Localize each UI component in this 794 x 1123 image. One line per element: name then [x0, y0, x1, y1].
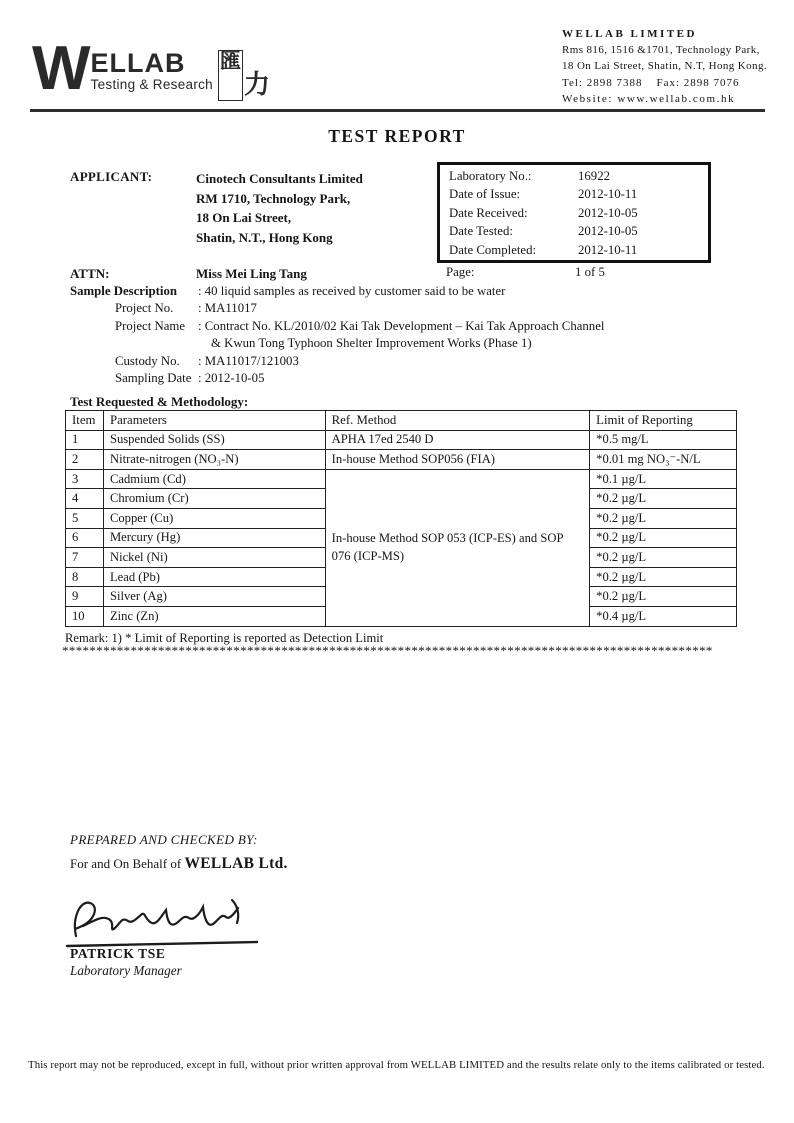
project-name-value-line2: & Kwun Tong Typhoon Shelter Improvement Works (Phase 1) [211, 336, 532, 351]
signature [64, 892, 274, 954]
applicant-label: APPLICANT: [70, 169, 153, 184]
page-label: Page: [446, 265, 475, 279]
wellab-logo [32, 34, 271, 103]
lab-no-value: 16922 [578, 169, 610, 183]
company-contact-block [562, 26, 767, 107]
sample-row-sampling-date [70, 370, 738, 387]
custody-no-value: : MA11017/121003 [198, 353, 299, 368]
sample-row-description [70, 283, 738, 300]
project-name-label: Project Name [115, 318, 186, 333]
behalf-company: WELLAB Ltd. [184, 855, 288, 872]
project-no-value: : MA11017 [198, 301, 257, 316]
item-no: 10 [66, 606, 104, 626]
applicant-line-2: RM 1710, Technology Park, [196, 190, 351, 206]
attn-row [70, 266, 307, 282]
lab-info-row [440, 241, 708, 259]
limit-cell: *0.2 µg/L [590, 508, 737, 528]
column-header-ref-method: Ref. Method [325, 411, 590, 431]
parameter-cell: Mercury (Hg) [103, 528, 325, 548]
logo-w-letter: W [32, 34, 89, 103]
custody-no-label: Custody No. [115, 353, 180, 368]
logo-tagline: Testing & Research [90, 77, 213, 92]
parameter-cell: Lead (Pb) [103, 567, 325, 587]
table-row [66, 469, 737, 489]
applicant-line-1: Cinotech Consultants Limited [196, 171, 363, 186]
company-address-line1: Rms 816, 1516 &1701, Technology Park, [562, 44, 760, 57]
signatory-title: Laboratory Manager [70, 963, 182, 978]
parameter-cell: Suspended Solids (SS) [103, 430, 325, 450]
ref-method-cell: APHA 17ed 2540 D [325, 430, 590, 450]
limit-cell: *0.5 mg/L [590, 430, 737, 450]
logo-chinese-block [218, 50, 270, 101]
report-title: TEST REPORT [328, 126, 466, 146]
item-no: 4 [66, 489, 104, 509]
date-of-issue-value: 2012-10-11 [578, 187, 638, 202]
on-behalf-line [70, 855, 288, 873]
lab-info-box [437, 162, 711, 263]
sample-row-project-name [70, 318, 738, 335]
column-header-parameters: Parameters [103, 411, 325, 431]
table-header-row [66, 411, 737, 431]
item-no: 7 [66, 548, 104, 568]
logo-name-block [91, 50, 213, 92]
limit-cell: *0.2 µg/L [590, 567, 737, 587]
company-address-line2: 18 On Lai Street, Shatin, N.T, Hong Kong. [562, 60, 768, 73]
logo-chinese-char-1: 匯 [218, 50, 243, 101]
prepared-by-heading: PREPARED AND CHECKED BY: [70, 832, 258, 847]
limit-cell: *0.2 µg/L [590, 587, 737, 607]
parameter-cell: Copper (Cu) [103, 508, 325, 528]
parameter-cell: Zinc (Zn) [103, 606, 325, 626]
company-tel: Tel: 2898 7388 [562, 76, 643, 89]
limit-cell: *0.4 µg/L [590, 606, 737, 626]
company-tel-fax [562, 75, 767, 91]
company-name: WELLAB LIMITED [562, 28, 697, 40]
date-completed-label: Date Completed: [449, 242, 537, 257]
remark-note: Remark: 1) * Limit of Reporting is reported as Detection Limit [65, 631, 384, 645]
parameter-cell: Silver (Ag) [103, 587, 325, 607]
item-no: 9 [66, 587, 104, 607]
sample-description-label: Sample Description [70, 284, 177, 298]
asterisk-separator: *********************************************************************************************** [62, 643, 713, 658]
lab-info-row [440, 204, 708, 222]
item-no: 5 [66, 508, 104, 528]
sample-row-custody-no [70, 353, 738, 370]
company-website: Website: www.wellab.com.hk [562, 92, 736, 105]
project-name-value-line1: : Contract No. KL/2010/02 Kai Tak Development – Kai Tak Approach Channel [198, 318, 605, 333]
ref-method-cell: In-house Method SOP056 (FIA) [325, 450, 590, 470]
item-no: 8 [66, 567, 104, 587]
sample-row-project-no [70, 300, 738, 317]
table-row [66, 450, 737, 470]
behalf-prefix: For and On Behalf of [70, 856, 185, 871]
item-no: 6 [66, 528, 104, 548]
lab-info-row [440, 167, 708, 185]
applicant-address [196, 169, 363, 247]
parameter-cell: Cadmium (Cd) [103, 469, 325, 489]
lab-info-row [440, 222, 708, 240]
logo-chinese-char-2: 力 [244, 69, 271, 99]
project-no-label: Project No. [115, 301, 174, 316]
column-header-item: Item [66, 411, 104, 431]
project-name-label-spacer [70, 335, 198, 352]
sample-row-project-name-cont [70, 335, 738, 352]
applicant-line-4: Shatin, N.T., Hong Kong [196, 229, 333, 245]
parameter-cell: Chromium (Cr) [103, 489, 325, 509]
signatory-name: PATRICK TSE [70, 946, 166, 961]
methodology-table [65, 410, 737, 627]
sampling-date-value: : 2012-10-05 [198, 371, 265, 386]
ref-method-merged-cell: In-house Method SOP 053 (ICP-ES) and SOP 076 (ICP-MS) [325, 469, 590, 626]
limit-cell: *0.2 µg/L [590, 548, 737, 568]
date-received-label: Date Received: [449, 205, 528, 220]
attn-value: Miss Mei Ling Tang [196, 266, 307, 281]
lab-no-label: Laboratory No.: [449, 169, 532, 183]
logo-name-text: ELLAB [90, 48, 186, 78]
sample-description-block [70, 283, 738, 387]
date-tested-label: Date Tested: [449, 224, 513, 239]
limit-cell: *0.2 µg/L [590, 489, 737, 509]
date-of-issue-label: Date of Issue: [449, 187, 521, 202]
applicant-line-3: 18 On Lai Street, [196, 210, 292, 225]
company-fax: Fax: 2898 7076 [656, 76, 740, 89]
limit-cell: *0.01 mg NO₃⁻-N/L [590, 450, 737, 470]
sampling-date-label: Sampling Date [115, 371, 192, 386]
date-tested-value: 2012-10-05 [578, 224, 638, 239]
sample-description-value: : 40 liquid samples as received by customer said to be water [198, 284, 506, 298]
date-completed-value: 2012-10-11 [578, 242, 638, 257]
methodology-heading: Test Requested & Methodology: [70, 394, 249, 409]
header-divider-rule [30, 109, 765, 112]
page-value: 1 of 5 [575, 265, 605, 279]
limit-cell: *0.1 µg/L [590, 469, 737, 489]
signature-scribble-icon [64, 892, 274, 954]
table-row [66, 430, 737, 450]
parameter-cell: Nickel (Ni) [103, 548, 325, 568]
column-header-limit: Limit of Reporting [590, 411, 737, 431]
item-no: 1 [66, 430, 104, 450]
limit-cell: *0.2 µg/L [590, 528, 737, 548]
attn-label: ATTN: [70, 266, 110, 281]
parameter-cell: Nitrate-nitrogen (NO₃-N) [103, 450, 325, 470]
lab-info-row [440, 185, 708, 203]
page-number-row [437, 265, 711, 280]
item-no: 2 [66, 450, 104, 470]
footer-disclaimer: This report may not be reproduced, except in full, without prior written approval from WELLAB LIMITED and the results relate only to the items calibrated or tested. [28, 1059, 765, 1071]
date-received-value: 2012-10-05 [578, 205, 638, 220]
item-no: 3 [66, 469, 104, 489]
